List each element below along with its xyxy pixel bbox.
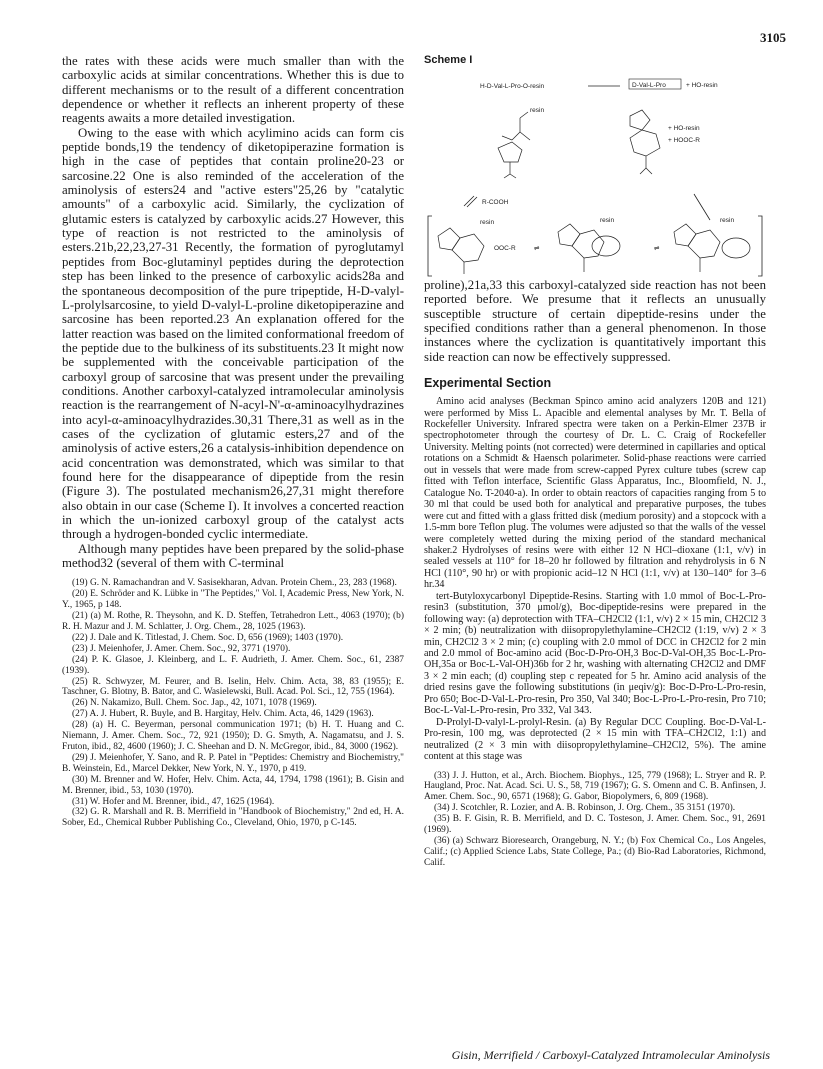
body-paragraph: the rates with these acids were much smaller than with the carboxylic acids at similar concentrations. Whether this is due to different mechanisms or to the result of a different concentration dependence or whether it reflects an inherent property of these reagents awaits a more detailed investigation. xyxy=(62,54,404,126)
reference-item: (30) M. Brenner and W. Hofer, Helv. Chim. Acta, 44, 1794, 1798 (1961); B. Gisin and M. Brenner, ibid., 53, 1030 (1970). xyxy=(62,774,404,796)
diagonal-arrow xyxy=(694,194,710,220)
references-list xyxy=(424,771,766,869)
scheme-top-product: D-Val-L-Pro xyxy=(632,82,666,89)
reference-item: (22) J. Dale and K. Titlestad, J. Chem. Soc. D, 656 (1969); 1403 (1970). xyxy=(72,632,344,643)
section-heading: Experimental Section xyxy=(424,376,552,391)
scheme-top-reactant: H-D-Val-L-Pro-O-resin xyxy=(480,83,545,90)
running-footer: Gisin, Merrifield / Carboxyl-Catalyzed Intramolecular Aminolysis xyxy=(451,1048,770,1062)
right-bracket xyxy=(758,216,762,276)
experimental-paragraph: D-Prolyl-D-valyl-L-prolyl-Resin. (a) By Regular DCC Coupling. Boc-D-Val-L-Pro-resin, 100 mg, was deprotected (2 × 15 min with TFA–CH2Cl2, 1:1) and neutralized (2 × 3 min with diisopropylethylamine–CH2Cl2, 5%). The amine content at this stage was xyxy=(424,716,766,763)
reference-item: (33) J. J. Hutton, et al., Arch. Biochem. Biophys., 125, 779 (1968); L. Stryer and R. P. Haugland, Proc. Nat. Acad. Sci. U. S., 58, 719 (1967); G. S. Omenn and C. B. Anfinsen, J. Amer. Chem. Soc., 90, 6571 (1968); G. Gabor, Biopolymers, 6, 809 (1968). xyxy=(424,770,766,803)
reference-item: (20) E. Schröder and K. Lübke in "The Peptides," Vol. I, Academic Press, New York, N. Y., 1965, p 148. xyxy=(62,589,404,611)
reference-item: (29) J. Meienhofer, Y. Sano, and R. P. Patel in "Peptides: Chemistry and Biochemistry," B. Weinstein, Ed., Marcel Dekker, New York, N. Y., 1970, p 419. xyxy=(62,752,404,774)
scheme-svg xyxy=(424,66,766,278)
body-paragraph: Although many peptides have been prepared by the solid-phase method32 (several of them with C-terminal xyxy=(62,541,404,571)
reference-item: (25) R. Schwyzer, M. Feurer, and B. Iselin, Helv. Chim. Acta, 38, 83 (1955); E. Taschner, G. Blotny, B. Bator, and C. Wasielewski, Bull. Acad. Pol. Sci., 12, 755 (1964). xyxy=(62,676,404,698)
reference-item: (27) A. J. Hubert, R. Buyle, and B. Hargitay, Helv. Chim. Acta, 46, 1429 (1963). xyxy=(72,709,374,720)
reference-item: (35) B. F. Gisin, R. B. Merrifield, and D. C. Tosteson, J. Amer. Chem. Soc., 91, 2691 (1969). xyxy=(424,814,766,836)
experimental-paragraph: tert-Butyloxycarbonyl Dipeptide-Resins. Starting with 1.0 mmol of Boc-L-Pro-resin3 (substitution, 370 μmol/g), Boc-dipeptide-resins were prepared in the following way: (a) deprotection with TFA–CH2Cl2 (1:1, v/v) 2 × 15 min, CH2Cl2 3 × 2 min; (b) neutralization with diisopropylethylamine–CH2Cl2 (1:19, v/v) 2 × 3 min, CH2Cl2 3 × 2 min; (c) coupling with 2.0 mmol of DCC in CH2Cl2 for 2 min and 2.0 mmol of Boc-amino acid (Boc-D-Pro-OH,3 Boc-D-Val-OH,35 Boc-L-Pro-OH,35a or Boc-L-Val-OH)36b for 2 hr, washing with alternating CH2Cl2 and DMF 3 × 2 min each; (d) coupling step c repeated for 5 hr. Amino acid analysis of the dried resins gave the following substitutions (in μeqiv/g): Boc-D-Pro-L-Pro-resin, Pro 650; Boc-D-Val-L-Pro-resin, Pro 350, Val 340; Boc-L-Pro-L-Pro-resin, Pro 710; Boc-L-Val-L-Pro-resin, Pro 332, Val 343. xyxy=(424,590,766,717)
body-paragraph: proline),21a,33 this carboxyl-catalyzed side reaction has not been reported before. We presume that it reflects an unusually susceptible structure of certain dipeptide-resins under the specified conditions rather than a general phenomenon. In those instances where the cyclization is quantitatively important this side reaction can now be effectively suppressed. xyxy=(424,278,766,364)
intermediate-structure-2 xyxy=(558,224,620,272)
intermediate-structure-3 xyxy=(674,224,750,272)
right-column xyxy=(424,54,766,869)
diketopiperazine-structure xyxy=(630,110,660,174)
intermediate-structure-1 xyxy=(438,228,484,274)
scheme-coproduct-1: + HO-resin xyxy=(668,125,700,132)
scheme-top-coproduct: + HO-resin xyxy=(686,82,718,89)
left-bracket xyxy=(428,216,432,276)
reference-item: (31) W. Hofer and M. Brenner, ibid., 47, 1625 (1964). xyxy=(72,796,275,807)
scheme-title: Scheme I xyxy=(424,54,473,66)
reference-item: (36) (a) Schwarz Bioresearch, Orangeburg, N. Y.; (b) Fox Chemical Co., Los Angeles, Calif.; (c) Applied Science Labs, State College, Pa.; (d) Bio-Rad Laboratories, Richmond, Calif. xyxy=(424,836,766,868)
scheme-coproduct-2: + HOOC-R xyxy=(668,137,700,144)
dipeptide-resin-structure xyxy=(498,112,530,178)
references-list xyxy=(62,578,404,829)
body-paragraph: Owing to the ease with which acylimino acids can form cis peptide bonds,19 the tendency of diketopiperazine formation is high in the case of peptides that contain proline20-23 or sarcosine.22 One is also reminded of the acceleration of the aminolysis of esters24 and "active esters"25,26 by "catalytic amounts" of a carboxylic acid. Similarly, the cyclization of glutamic esters is catalyzed by carboxylic acids.27 However, this type of reaction is not restricted to the aminolysis of esters.21b,22,23,27-31 Recently, the formation of pyroglutamyl peptides from Boc-glutaminyl peptides during the deprotection step has been linked to the presence of carboxylic acids28a and the spontaneous decomposition of the pure tripeptide, H-D-valyl-L-prolylsarcosine, to yield D-valyl-L-proline diketopiperazine and sarcosine has been reported.23 An explanation offered for the latter reaction was based on the limited conformational freedom of the peptide due to the bulkiness of its substituents.23 It might now be supplemented with the conceivable participation of the carboxyl group of sarcosine that was present under the prevailing conditions. Another carboxyl-catalyzed intramolecular aminolysis reaction is the rearrangement of N-acyl-N'-α-aminoacylhydrazines into acyl-α-aminoacylhydrazides.30,31 There,31 as well as in the cases of the cyclization of glutamic esters,27 and of the aminolysis of active esters,26 a catalysis-inhibition dependence on acid concentration was demonstrated, which was similar to that found here for the disappearance of dipeptide from the resin (Figure 3). The postulated mechanism26,27,31 might therefore also obtain in our case (Scheme I). It involves a concerted reaction in which the un-ionized carboxyl group of the catalyst acts through a hydrogen-bonded cyclic intermediate. xyxy=(62,125,404,542)
left-column xyxy=(62,54,404,829)
acid-label: OOC-R xyxy=(494,245,516,252)
page-number: 3105 xyxy=(760,30,786,45)
resin-label: resin xyxy=(720,217,735,224)
scheme-diagram xyxy=(424,66,766,278)
reference-item: (24) P. K. Glasoe, J. Kleinberg, and L. F. Audrieth, J. Amer. Chem. Soc., 61, 2387 (1939). xyxy=(62,654,404,676)
resin-label: resin xyxy=(480,219,495,226)
reference-item: (21) (a) M. Rothe, R. Theysohn, and K. D. Steffen, Tetrahedron Lett., 4063 (1970); (b) R. H. Mazur and J. M. Schlatter, J. Org. Chem., 28, 1025 (1963). xyxy=(62,611,404,632)
experimental-paragraph: Amino acid analyses (Beckman Spinco amino acid analyzers 120B and 121) were performed by Miss L. Apacible and elemental analyses by Mr. T. Bella of Rockefeller University. Infrared spectra were taken on a Perkin-Elmer 237B ir spectrophotometer through the courtesy of Dr. L. C. Craig of Rockefeller University. Melting points (not corrected) were determined in capillaries and optical rotations on a Schmidt & Haensch polarimeter. Solid-phase reactions were carried out in vessels that were made from screw-capped Pyrex culture tubes (screw cap fitted with Teflon interface, Scientific Glass Apparatus, Inc., Bloomfield, N. J., Catalogue No. T-2040-a). In order to obtain reactors of capacities ranging from 5 to 30 ml that could be used both for analytical and preparative purposes, the tubes were cut and fitted with a glass fritted disk (medium porosity) and a stopcock with a 1.5-mm bore Teflon plug. The volumes were adjusted so that the walls of the vessel were completely wetted during the mixing period of the standard mechanical shaker.2 Hydrolyses of resins were with either 12 N HCl–dioxane (1:1, v/v) in sealed vessels at 110° for 18–20 hr followed by filtration and rehydrolysis in 6 N HCl (110°, 90 hr) or with propionic acid–12 N HCl (1:1, v/v) at 130–140° for 3–6 hr.34 xyxy=(424,396,766,591)
reference-item: (26) N. Nakamizo, Bull. Chem. Soc. Jap., 42, 1071, 1078 (1969). xyxy=(72,698,317,709)
resin-label: resin xyxy=(600,217,615,224)
equilibrium-symbol: ⇌ xyxy=(534,245,540,252)
reference-item: (34) J. Scotchler, R. Lozier, and A. B. Robinson, J. Org. Chem., 35 3151 (1970). xyxy=(434,803,736,814)
reference-item: (23) J. Meienhofer, J. Amer. Chem. Soc., 92, 3771 (1970). xyxy=(72,643,291,654)
resin-label: resin xyxy=(530,107,545,114)
reagent-label: R-COOH xyxy=(482,199,509,206)
reference-item: (32) G. R. Marshall and R. B. Merrifield in "Handbook of Biochemistry," 2nd ed, H. A. Sober, Ed., Chemical Rubber Publishing Co., Cleveland, Ohio, 1970, p C-145. xyxy=(62,807,404,829)
reference-item: (19) G. N. Ramachandran and V. Sasisekharan, Advan. Protein Chem., 23, 283 (1968). xyxy=(72,578,397,589)
reference-item: (28) (a) H. C. Beyerman, personal communication 1971; (b) H. T. Huang and C. Niemann, J. Amer. Chem. Soc., 72, 921 (1950); D. G. Smyth, A. Nagamatsu, and J. S. Fruton, ibid., 82, 4600 (1960); J. C. Sheehan and D. N. McGregor, ibid., 84, 3000 (1962). xyxy=(62,720,404,752)
equilibrium-symbol: ⇌ xyxy=(654,245,660,252)
